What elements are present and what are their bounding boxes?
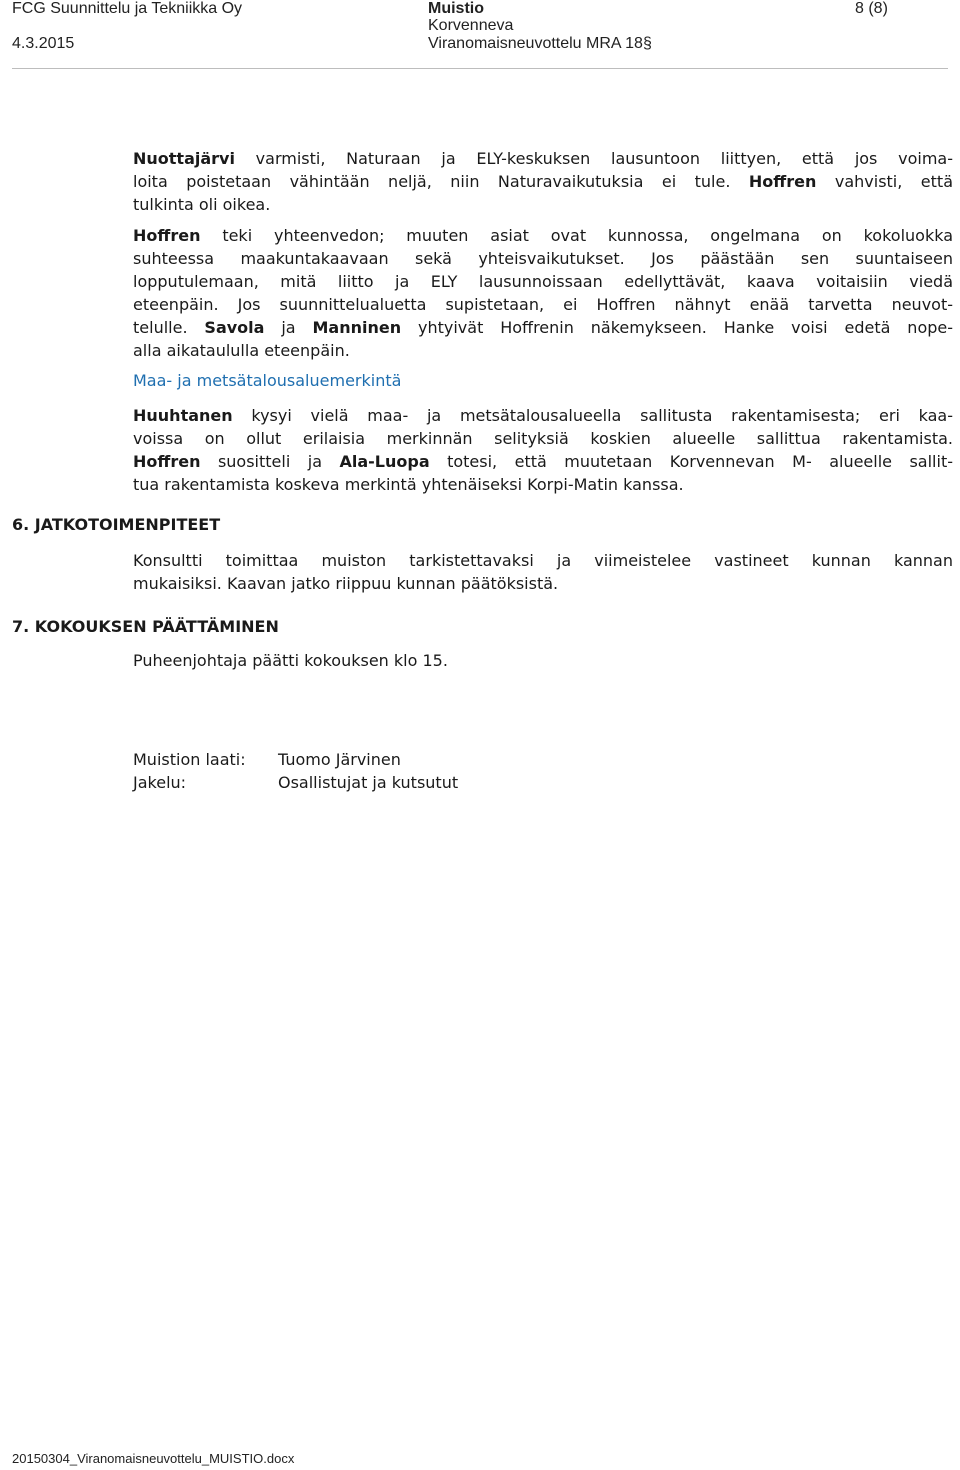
text-line: tua rakentamista koskeva merkintä yhtenäiseksi Korpi-Matin kanssa. [133, 475, 684, 494]
person-name: Savola [204, 318, 265, 337]
author-name: Tuomo Järvinen [278, 750, 401, 769]
text-run: ja [264, 318, 313, 337]
text-line [133, 224, 953, 247]
text-line [133, 170, 953, 193]
text-line: suhteessa maakuntakaavaan sekä yhteisvaikutukset. Jos päästään sen suuntaiseen [133, 249, 953, 268]
person-name: Hoffren [748, 172, 817, 191]
company-name: FCG Suunnittelu ja Tekniikka Oy [12, 0, 243, 17]
text-line: tulkinta oli oikea. [133, 195, 271, 214]
page-number: 8 (8) [855, 0, 888, 17]
section-7-text [133, 649, 953, 672]
section-6-text [133, 549, 953, 595]
document-date: 4.3.2015 [12, 35, 75, 52]
section-heading-7: 7. KOKOUKSEN PÄÄTTÄMINEN [12, 617, 279, 636]
section-heading-6: 6. JATKOTOIMENPITEET [12, 515, 221, 534]
person-name: Hoffren [133, 452, 201, 471]
person-name: Ala-Luopa [339, 452, 430, 471]
text-run: teki yhteenvedon; muuten asiat ovat kunnossa, ongelmana on kokoluokka [200, 226, 953, 245]
person-name: Nuottajärvi [133, 149, 235, 168]
text-run: vahvisti, että [816, 172, 953, 191]
header-divider [12, 68, 948, 69]
author-label: Muistion laati: [133, 750, 246, 769]
text-line: alla aikataululla eteenpäin. [133, 341, 350, 360]
footer-filename: 20150304_Viranomaisneuvottelu_MUISTIO.docx [12, 1451, 295, 1466]
meeting-title: Viranomaisneuvottelu MRA 18§ [428, 35, 652, 52]
text-line [133, 316, 953, 339]
text-run: telulle. [133, 318, 205, 337]
text-line: Konsultti toimittaa muiston tarkistettavaksi ja viimeistelee vastineet kunnan kannan [133, 551, 953, 570]
text-line: lopputulemaan, mitä liitto ja ELY lausunnoissaan edellyttävät, kaava voitaisiin viedä [133, 272, 953, 291]
recipients-label: Jakelu: [133, 773, 187, 792]
person-name: Huuhtanen [133, 406, 233, 425]
recipients: Osallistujat ja kutsutut [278, 773, 459, 792]
paragraph-2 [133, 224, 953, 362]
text-run: varmisti, Naturaan ja ELY-keskuksen lausuntoon liittyen, että jos voima- [234, 149, 953, 168]
text-line: Puheenjohtaja päätti kokouksen klo 15. [133, 651, 448, 670]
text-run: suositteli ja [200, 452, 340, 471]
project-name: Korvenneva [428, 17, 514, 34]
text-line [133, 450, 953, 473]
text-run: loita poistetaan vähintään neljä, niin Naturavaikutuksia ei tule. [133, 172, 749, 191]
document-type: Muistio [428, 0, 484, 17]
subheading: Maa- ja metsätalousaluemerkintä [133, 371, 402, 390]
text-run: totesi, että muutetaan Korvennevan M- alueelle sallit- [429, 452, 953, 471]
text-run: yhtyivät Hoffrenin näkemykseen. Hanke voisi edetä nope- [401, 318, 953, 337]
text-line [133, 147, 953, 170]
text-line: voissa on ollut erilaisia merkinnän selityksiä koskien alueelle sallittua rakentamista. [133, 429, 953, 448]
paragraph-1 [133, 147, 953, 216]
text-line [133, 404, 953, 427]
text-line: mukaisiksi. Kaavan jatko riippuu kunnan päätöksistä. [133, 574, 559, 593]
text-line: eteenpäin. Jos suunnittelualuetta supistetaan, ei Hoffren nähnyt enää tarvetta neuvot- [133, 295, 953, 314]
person-name: Hoffren [133, 226, 201, 245]
paragraph-3 [133, 404, 953, 496]
person-name: Manninen [312, 318, 402, 337]
text-run: kysyi vielä maa- ja metsätalousalueella sallitusta rakentamisesta; eri kaa- [232, 406, 953, 425]
